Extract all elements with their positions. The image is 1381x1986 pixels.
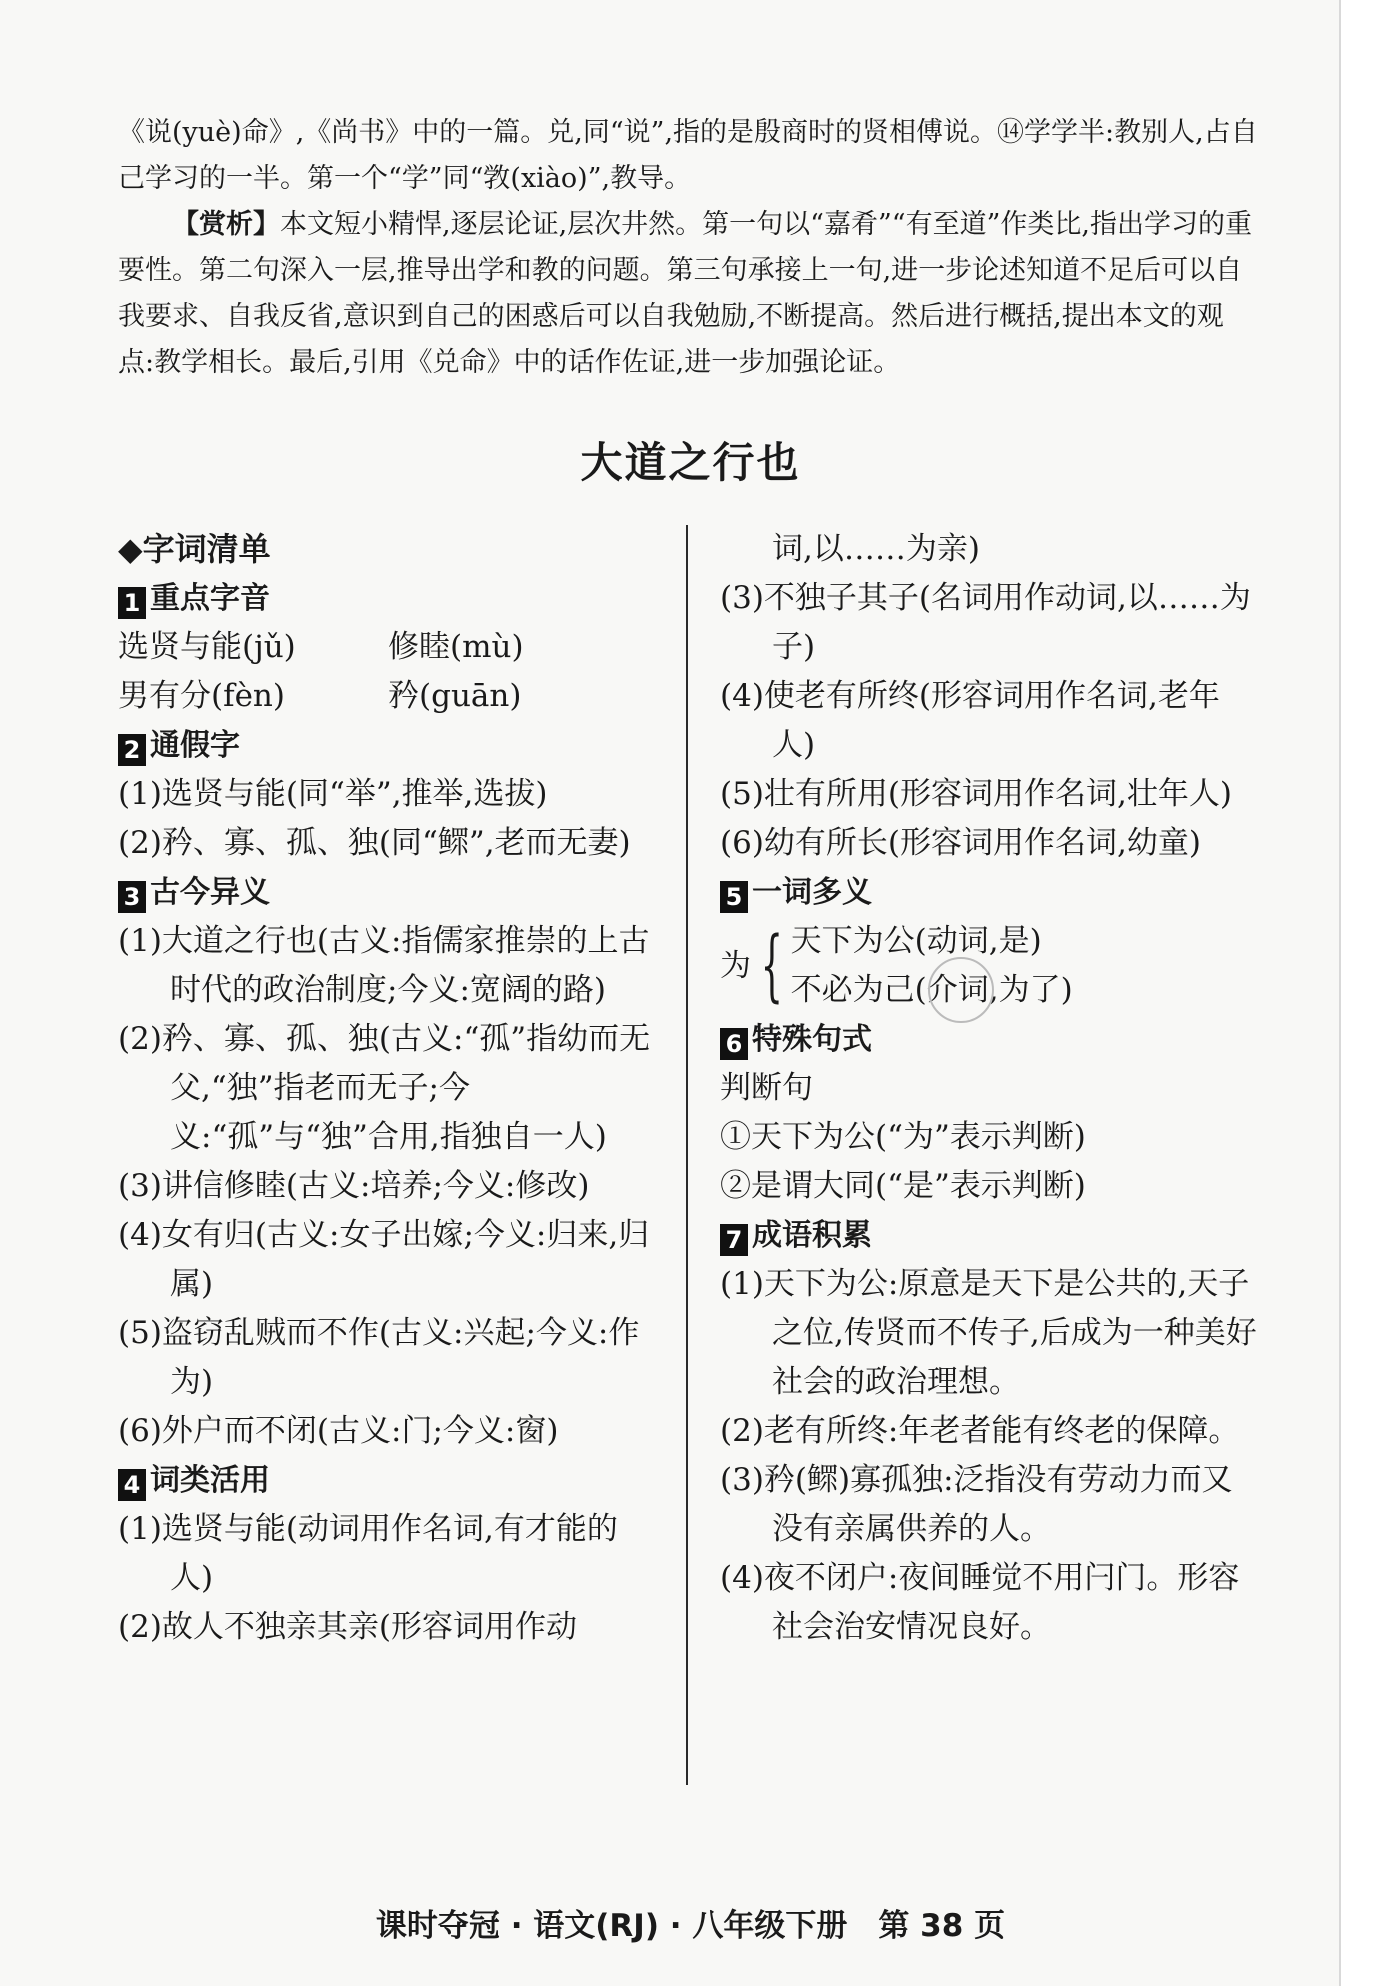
torn-edge	[1339, 0, 1381, 1986]
section-number: 1	[118, 587, 146, 619]
list-item: (6)幼有所长(形容词用作名词,幼童)	[720, 825, 1201, 861]
intro-paragraph: 《说(yuè)命》,《尚书》中的一篇。兑,同“说”,指的是殷商时的贤相傅说。⑭学学半:教别人,占自己学习的一半。第一个“学”同“敩(xiào)”,教导。	[118, 117, 1258, 194]
list-item: (2)老有所终:年老者能有终老的保障。	[720, 1413, 1240, 1449]
section-label: 成语积累	[752, 1218, 872, 1253]
section-label: 一词多义	[752, 875, 872, 910]
column-divider	[686, 525, 688, 1785]
page-title: 大道之行也	[580, 438, 801, 487]
pronunciation-item: 选贤与能(jǔ)	[118, 629, 296, 665]
left-column	[118, 525, 658, 1652]
list-item: (5)壮有所用(形容词用作名词,壮年人)	[720, 776, 1232, 812]
list-item: (4)使老有所终(形容词用作名词,老年人)	[720, 678, 1220, 763]
section-tongjiazi	[118, 721, 658, 770]
list-item: (2)矜、寡、孤、独(同“鳏”,老而无妻)	[118, 825, 631, 861]
section-label: 词类活用	[150, 1463, 270, 1498]
section-label: 重点字音	[150, 581, 270, 616]
list-item: (3)讲信修睦(古义:培养;今义:修改)	[118, 1168, 590, 1204]
list-item: ①天下为公(“为”表示判断)	[720, 1119, 1086, 1155]
section-idioms	[720, 1211, 1260, 1260]
section-label: 古今异义	[150, 875, 270, 910]
polysemy-word: 为	[720, 947, 751, 984]
analysis-paragraph	[118, 202, 1258, 386]
sentence-type: 判断句	[720, 1070, 813, 1106]
pronunciation-row	[118, 672, 658, 721]
section-sentence-pattern	[720, 1015, 1260, 1064]
list-item: (4)女有归(古义:女子出嫁;今义:归来,归属)	[118, 1217, 650, 1302]
section-label: 通假字	[150, 728, 240, 763]
list-item: (1)天下为公:原意是天下是公共的,天子之位,传贤而不传子,后成为一种美好社会的政治理想。	[720, 1266, 1257, 1400]
stamp-mark	[928, 957, 994, 1023]
intro-block	[118, 110, 1258, 386]
meaning-item: 天下为公(动词,是)	[790, 923, 1042, 959]
list-item: (3)不独子其子(名词用作动词,以……为子)	[720, 580, 1251, 665]
section-number: 6	[720, 1028, 748, 1060]
section-gujin	[118, 868, 658, 917]
section-number: 2	[118, 734, 146, 766]
analysis-label: 【赏析】	[172, 209, 280, 240]
left-brace-icon: {	[760, 921, 783, 1011]
section-cilei	[118, 1456, 658, 1505]
analysis-text: 本文短小精悍,逐层论证,层次井然。第一句以“嘉肴”“有至道”作类比,指出学习的重要性。第二句深入一层,推导出学和教的问题。第三句承接上一句,进一步论述知道不足后可以自我要求、自我反省,意识到自己的困惑后可以自我勉励,不断提高。然后进行概括,提出本文的观点:教学相长。最后,引用《兑命》中的话作佐证,进一步加强论证。	[118, 209, 1252, 378]
pronunciation-item: 修睦(mù)	[388, 629, 524, 665]
list-item: (2)矜、寡、孤、独(古义:“孤”指幼而无父,“独”指老而无子;今义:“孤”与“独”合用,指独自一人)	[118, 1021, 651, 1155]
pronunciation-item: 男有分(fèn)	[118, 678, 285, 714]
section-number: 4	[118, 1469, 146, 1501]
list-item-continued: 词,以……为亲)	[772, 531, 980, 567]
section-label: 特殊句式	[752, 1022, 872, 1057]
page-footer: 课时夺冠 · 语文(RJ) · 八年级下册 第 38 页	[375, 1908, 1006, 1944]
list-item: ②是谓大同(“是”表示判断)	[720, 1168, 1086, 1204]
list-item: (5)盗窃乱贼而不作(古义:兴起;今义:作为)	[118, 1315, 640, 1400]
list-item: (4)夜不闭户:夜间睡觉不用闩门。形容社会治安情况良好。	[720, 1560, 1240, 1645]
list-item: (2)故人不独亲其亲(形容词用作动	[118, 1609, 578, 1645]
pronunciation-item: 矜(guān)	[388, 678, 522, 714]
right-column	[720, 525, 1260, 1652]
section-number: 7	[720, 1224, 748, 1256]
list-item: (3)矜(鳏)寡孤独:泛指没有劳动力而又没有亲属供养的人。	[720, 1462, 1233, 1547]
list-item: (6)外户而不闭(古义:门;今义:窗)	[118, 1413, 559, 1449]
section-number: 5	[720, 881, 748, 913]
section-number: 3	[118, 881, 146, 913]
list-item: (1)大道之行也(古义:指儒家推崇的上古时代的政治制度;今义:宽阔的路)	[118, 923, 650, 1008]
section-pronunciation	[118, 574, 658, 623]
pronunciation-row	[118, 623, 658, 672]
section-polysemy	[720, 868, 1260, 917]
list-item: (1)选贤与能(同“举”,推举,选拔)	[118, 776, 548, 812]
list-item: (1)选贤与能(动词用作名词,有才能的人)	[118, 1511, 618, 1596]
meaning-item: 不必为己(介词,为了)	[790, 972, 1073, 1008]
vocab-heading: ◆字词清单	[118, 530, 271, 568]
